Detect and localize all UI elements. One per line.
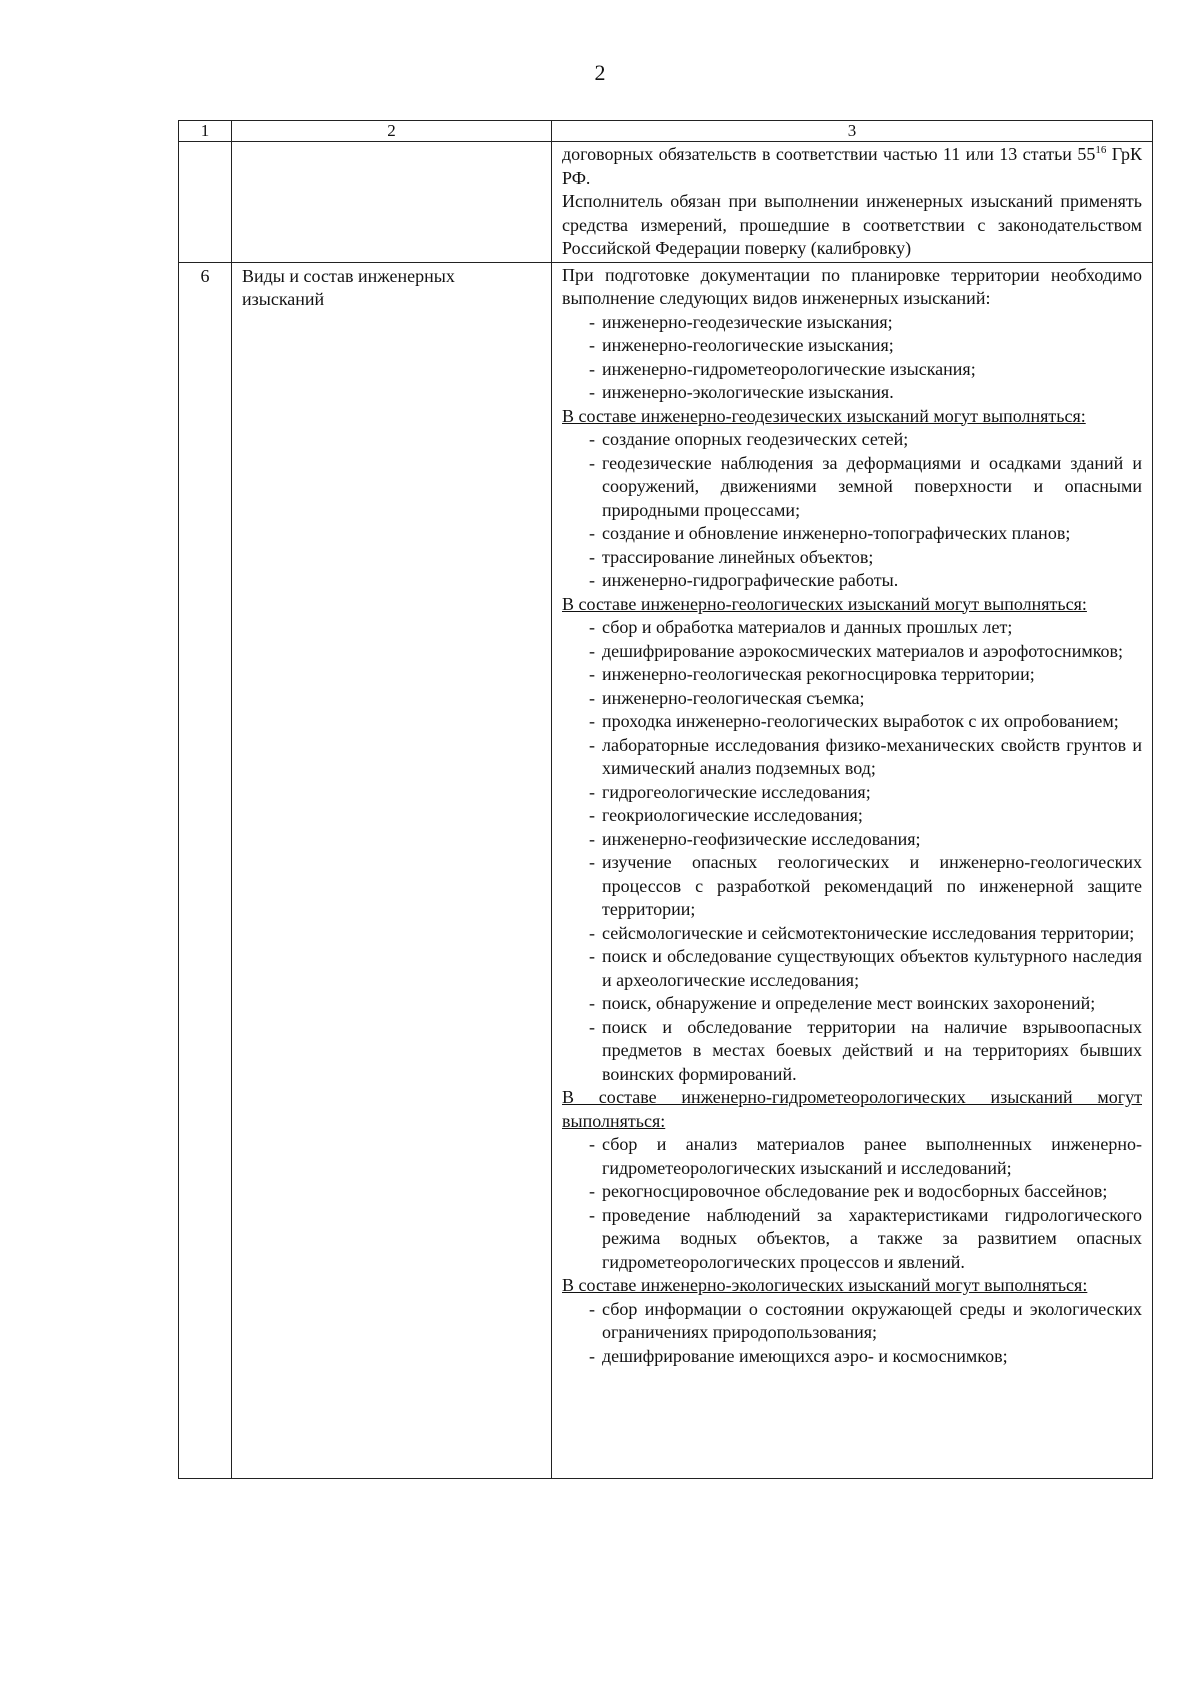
row-name <box>232 142 552 263</box>
paragraph: договорных обязательств в соответствии частью 11 или 13 статьи $55^{16}$ ГрК РФ. <box>562 144 1142 188</box>
list-item: - создание и обновление инженерно-топографических планов; <box>562 522 1142 546</box>
bullet-dash: - <box>589 687 595 708</box>
list-item: - поиск и обследование существующих объектов культурного наследия и археологические исследования; <box>589 946 1142 990</box>
list-item: - сбор и анализ материалов ранее выполненных инженерно-гидрометеорологических изысканий и исследований; <box>589 1134 1142 1178</box>
geodetic-list <box>562 428 1142 593</box>
page-number: 2 <box>594 60 606 85</box>
header-col-3: 3 <box>552 121 1153 142</box>
hydromet-list <box>562 1133 1142 1274</box>
header-col-1: 1 <box>179 121 232 142</box>
list-item: - инженерно-гидрометеорологические изыскания; <box>562 358 1142 382</box>
row-name: Виды и состав инженерных изысканий <box>232 262 552 1478</box>
list-item: - геокриологические исследования; <box>562 804 1142 828</box>
bullet-dash: - <box>589 1016 595 1037</box>
bullet-dash: - <box>589 1181 595 1201</box>
bullet-dash: - <box>589 382 595 402</box>
bullet-dash: - <box>589 1204 595 1225</box>
list-item: - поиск и обследование территории на наличие взрывоопасных предметов в местах боевых действий и на территориях бывших воинских формирований. <box>589 1016 1142 1084</box>
bullet-dash: - <box>589 429 595 449</box>
list-item: - проведение наблюдений за характеристиками гидрологического режима водных объектов, а также за развитием опасных гидрометеорологических процессов и явлений. <box>589 1204 1142 1272</box>
list-item: - изучение опасных геологических и инженерно-геологических процессов с разработкой рекомендаций по инженерной защите территории; <box>589 852 1142 919</box>
bullet-dash: - <box>589 711 595 731</box>
row-content <box>552 262 1153 1478</box>
bullet-dash: - <box>589 734 595 755</box>
bullet-dash: - <box>589 664 595 684</box>
section-heading-geodetic: В составе инженерно-геодезических изысканий могут выполняться: <box>562 405 1086 426</box>
list-item: - инженерно-экологические изыскания. <box>562 381 1142 405</box>
list-item: - инженерно-геологическая рекогносцировка территории; <box>562 663 1142 687</box>
bullet-dash: - <box>589 805 595 825</box>
bullet-dash: - <box>589 1345 595 1366</box>
list-item: - инженерно-гидрографические работы. <box>562 569 1142 593</box>
requirements-table <box>178 120 1153 1479</box>
bullet-dash: - <box>589 358 595 379</box>
bullet-dash: - <box>589 946 595 966</box>
bullet-dash: - <box>589 617 595 637</box>
bullet-dash: - <box>589 570 595 590</box>
ecologic-list <box>562 1298 1142 1369</box>
paragraph: Исполнитель обязан при выполнении инженерных изысканий применять средства измерений, прошедшие в соответствии с законодательством Российской Федерации поверку (калибровку) <box>562 191 1142 258</box>
section-heading-hydromet: В составе инженерно-гидрометеорологических изысканий могут выполняться: <box>562 1087 1142 1131</box>
list-item: - сбор и обработка материалов и данных прошлых лет; <box>562 616 1142 640</box>
bullet-dash: - <box>589 922 595 943</box>
bullet-dash: - <box>589 523 595 543</box>
list-item: - инженерно-геологическая съемка; <box>562 687 1142 711</box>
list-item: - гидрогеологические исследования; <box>562 781 1142 805</box>
list-item: - трассирование линейных объектов; <box>562 546 1142 570</box>
bullet-dash: - <box>589 546 595 567</box>
bullet-dash: - <box>589 1134 595 1154</box>
bullet-dash: - <box>589 311 595 332</box>
list-item: - рекогносцировочное обследование рек и водосборных бассейнов; <box>562 1180 1142 1204</box>
list-item: - поиск, обнаружение и определение мест воинских захоронений; <box>562 992 1142 1016</box>
survey-types-list <box>562 311 1142 405</box>
bullet-dash: - <box>589 828 595 849</box>
list-item: - проходка инженерно-геологических выработок с их опробованием; <box>562 710 1142 734</box>
bullet-dash: - <box>589 852 595 872</box>
intro-paragraph: При подготовке документации по планировке территории необходимо выполнение следующих видов инженерных изысканий: <box>562 264 1142 308</box>
list-item: - геодезические наблюдения за деформациями и осадками зданий и сооружений, движениями земной поверхности и опасными природными процессами; <box>589 452 1142 520</box>
list-item: - инженерно-геологические изыскания; <box>562 334 1142 358</box>
section-heading-ecologic: В составе инженерно-экологических изысканий могут выполняться: <box>562 1275 1088 1295</box>
table-row-continued <box>179 142 1153 263</box>
list-item: - дешифрирование имеющихся аэро- и космоснимков; <box>562 1345 1142 1369</box>
list-item: - создание опорных геодезических сетей; <box>562 428 1142 452</box>
header-col-2: 2 <box>232 121 552 142</box>
bullet-dash: - <box>589 781 595 802</box>
table-header-row <box>179 121 1153 142</box>
table-row-6 <box>179 262 1153 1478</box>
row-number: 6 <box>179 262 232 1478</box>
bullet-dash: - <box>589 1298 595 1319</box>
list-item: - лабораторные исследования физико-механических свойств грунтов и химический анализ подземных вод; <box>589 734 1142 778</box>
list-item: - сбор информации о состоянии окружающей среды и экологических ограничениях природопользования; <box>589 1298 1142 1342</box>
bullet-dash: - <box>589 993 595 1013</box>
geologic-list <box>562 616 1142 1086</box>
bullet-dash: - <box>589 335 595 355</box>
bullet-dash: - <box>589 640 595 661</box>
list-item: - инженерно-геофизические исследования; <box>562 828 1142 852</box>
list-item: - инженерно-геодезические изыскания; <box>562 311 1142 335</box>
row-number <box>179 142 232 263</box>
superscript: 16 <box>1095 144 1107 156</box>
list-item: - дешифрирование аэрокосмических материалов и аэрофотоснимков; <box>562 640 1142 664</box>
bullet-dash: - <box>589 452 595 473</box>
list-item: - сейсмологические и сейсмотектонические исследования территории; <box>562 922 1142 946</box>
row-content <box>552 142 1153 263</box>
section-heading-geologic: В составе инженерно-геологических изысканий могут выполняться: <box>562 593 1087 614</box>
